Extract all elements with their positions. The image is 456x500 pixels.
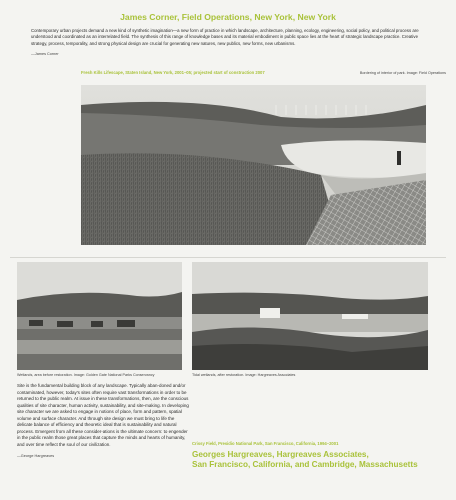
section-divider: [10, 257, 446, 258]
tidal-wetlands-photo: [192, 262, 428, 370]
bottom-heading-line1: Georges Hargreaves, Hargreaves Associates,: [192, 450, 369, 459]
body-text: Site is the fundamental building block of any landscape. Typically aban-doned and/or contaminated, however, today's sites often require vast transformations in order to be returned to the public realm. At issue in these transformations, then, are the conscious qualities of site character, human activity, sustainability, and site-making. In developing site character we are asked to engage in notions of place, form and pattern, spatial volume and surface character. And through site design we must bring to life the delicate balance of efficiency and theoretic ideal that is sustainability and natural process. Emergent from all these consider-ations is the ultimate concern: to engender in the public realm those great places that capture the minds and hearts of humanity, and over time reflect the soul of our civilization.: [17, 383, 189, 447]
fresh-kills-photo: [81, 85, 426, 245]
intro-credit: —James Corner: [31, 52, 59, 57]
intro-paragraph: [31, 28, 427, 57]
wetlands-caption: Wetlands, area before restoration. Image: Golden Gate National Parks Conservancy: [17, 373, 155, 377]
fresh-kills-image-caption: Bordering of interior of park. Image: Field Operations: [359, 71, 446, 75]
intro-text: Contemporary urban projects demand a new kind of synthetic imagination—a new form of practice in which landscape, architecture, planning, ecology, engineering, social policy, and political process are understood and coordinated as an interrelated field. The synthesis of this range of knowledge bases and its material embodiment in public space lies at the heart of strategic landscape practice. Creative strategy, process, temporality, and strong physical design are crucial for generating new natures, new publics, new forms, new urbanisms.: [31, 28, 419, 46]
fresh-kills-caption: Fresh Kills Lifescape, Staten Island, New York, 2001–05; projected start of construction 2007: [81, 70, 265, 75]
crissy-caption: Crissy Field, Presidio National Park, San Francisco, California, 1994–2001: [192, 441, 339, 446]
top-heading: James Corner, Field Operations, New York, New York: [120, 12, 336, 22]
wetlands-before-photo: [17, 262, 182, 370]
body-paragraph: [17, 383, 189, 460]
tidal-caption: Tidal wetlands, after restoration. Image: Hargreaves Associates: [192, 373, 296, 377]
bottom-heading-line2: San Francisco, California, and Cambridge, Massachusetts: [192, 459, 418, 469]
bottom-heading: [192, 450, 432, 469]
body-credit: —George Hargreaves: [17, 454, 55, 459]
